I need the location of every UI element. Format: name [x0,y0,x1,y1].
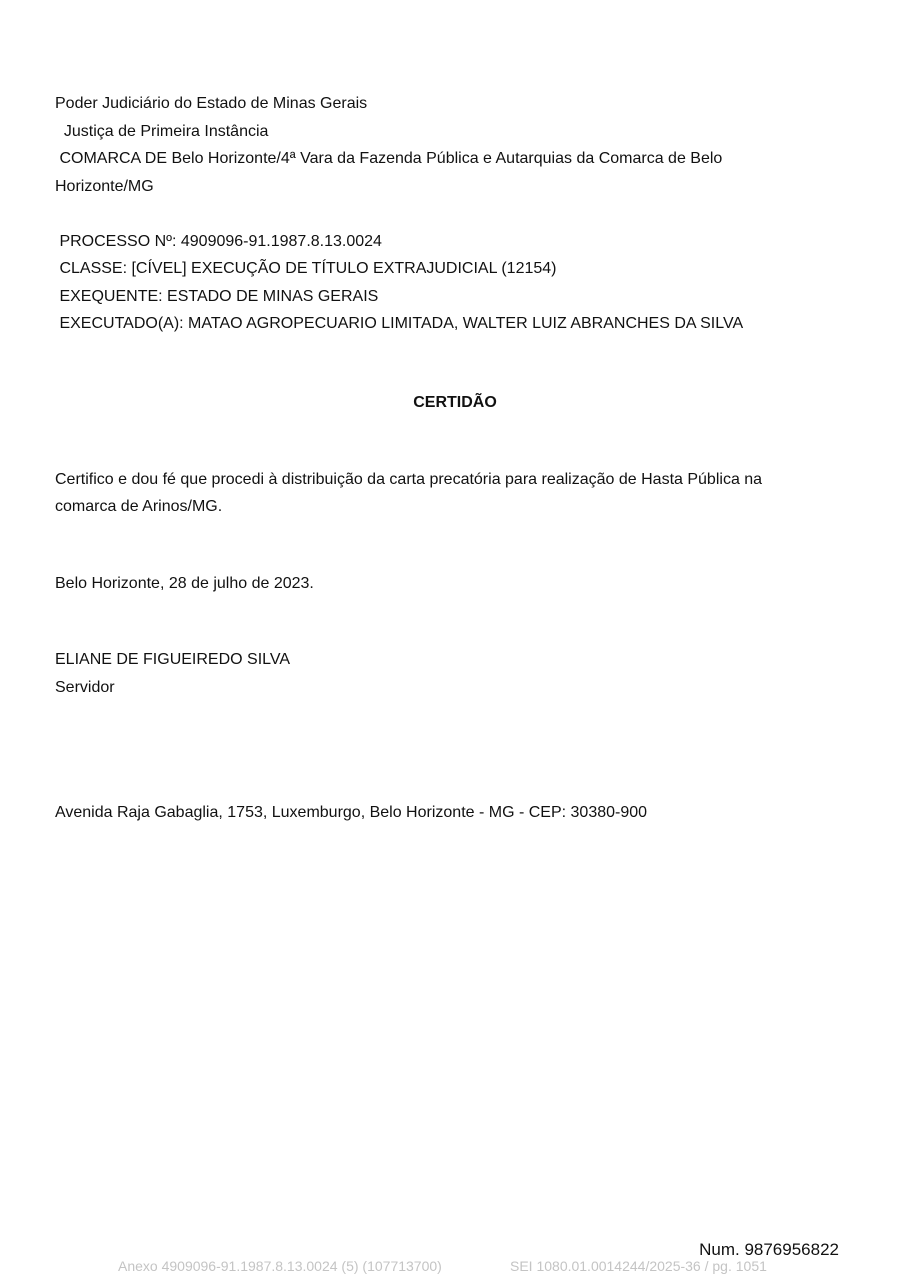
court-name: Poder Judiciário do Estado de Minas Gerais [55,95,368,112]
sei-reference: SEI 1080.01.0014244/2025-36 / pg. 1051 [510,1258,767,1274]
process-number: PROCESSO Nº: 4909096-91.1987.8.13.0024 [55,233,382,250]
process-exequente: EXEQUENTE: ESTADO DE MINAS GERAIS [55,288,379,305]
comarca-line-1: COMARCA DE Belo Horizonte/4ª Vara da Fazenda Pública e Autarquias da Comarca de Belo [55,150,723,167]
signatory-name: ELIANE DE FIGUEIREDO SILVA [55,651,291,668]
court-instance: Justiça de Primeira Instância [55,123,269,140]
process-class: CLASSE: [CÍVEL] EXECUÇÃO DE TÍTULO EXTRAJUDICIAL (12154) [55,260,557,277]
document-number: Num. 9876956822 [699,1240,839,1259]
annex-reference: Anexo 4909096-91.1987.8.13.0024 (5) (107713700) [118,1258,442,1274]
document-date: Belo Horizonte, 28 de julho de 2023. [55,575,314,592]
comarca-line-2: Horizonte/MG [55,178,154,195]
body-line-1: Certifico e dou fé que procedi à distribuição da carta precatória para realização de Hasta Pública na [55,471,763,488]
signatory-role: Servidor [55,679,115,696]
document-title: CERTIDÃO [413,394,497,411]
process-executado: EXECUTADO(A): MATAO AGROPECUARIO LIMITADA, WALTER LUIZ ABRANCHES DA SILVA [55,315,744,332]
court-address: Avenida Raja Gabaglia, 1753, Luxemburgo, Belo Horizonte - MG - CEP: 30380-900 [55,804,648,821]
body-line-2: comarca de Arinos/MG. [55,498,223,515]
